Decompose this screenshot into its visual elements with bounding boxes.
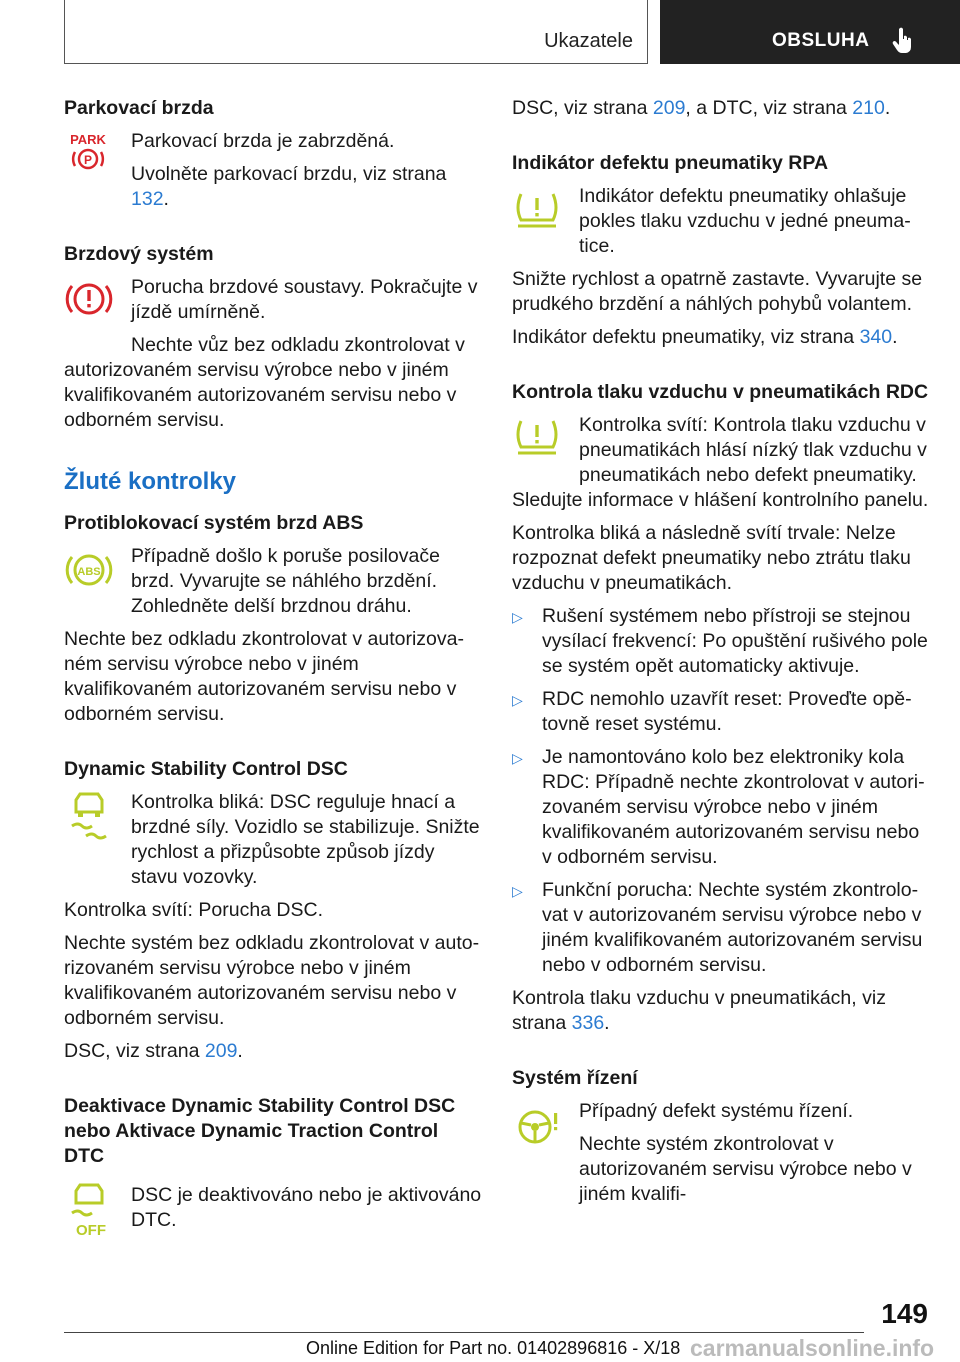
off-icon-text: OFF: [76, 1222, 106, 1239]
abs-block: [64, 544, 482, 619]
triangle-bullet-icon: ▷: [512, 609, 523, 625]
footer-divider: [64, 1332, 864, 1333]
abs-title: Protiblokovací systém brzd ABS: [64, 512, 364, 534]
rdc-text-3: Kontrolka bliká a následně svítí trvale: Nelze rozpoznat defekt pneumatiky nebo ztrátu tlaku vzduchu v pneumatikách.: [512, 522, 911, 594]
rdc-text-2: Sledujte informace v hlášení kontrolního panelu.: [512, 489, 929, 511]
dsc-text-2: Kontrolka svítí: Porucha DSC.: [64, 899, 324, 921]
watermark: carmanualsonline.info: [690, 1335, 935, 1361]
brake-system-text-1: Porucha brzdové soustavy. Pokračujte v jízdě umírněně.: [131, 276, 478, 323]
dsc-block: [64, 790, 482, 890]
parking-brake-title: Parkovací brzda: [64, 97, 214, 119]
triangle-bullet-icon: ▷: [512, 750, 523, 766]
parking-brake-block: [64, 129, 482, 212]
parking-brake-text-1: Parkovací brzda je zabrzděná.: [131, 130, 395, 152]
steering-title: Systém řízení: [512, 1067, 638, 1089]
brake-warning-icon: [64, 277, 114, 326]
park-brake-icon: [64, 131, 112, 176]
steering-block: [512, 1099, 930, 1207]
yellow-lights-heading: Žluté kontrolky: [64, 468, 237, 495]
svg-text:P: P: [83, 153, 93, 167]
header-section-box: [64, 0, 648, 64]
triangle-bullet-icon: ▷: [512, 692, 523, 708]
page-link-209b[interactable]: 209: [652, 97, 686, 119]
rpa-text-3: Indikátor defektu pneumatiky, viz strana 340.: [512, 326, 898, 348]
list-item: ▷ RDC nemohlo uzavřít reset: Proveďte opětovně reset systému.: [512, 688, 912, 735]
abs-text-2: Nechte bez odkladu zkontrolovat v autorizovaném servisu výrobce nebo v jiném kvalifikovaném autorizovaném servisu nebo v odborném servisu.: [64, 628, 464, 725]
tire-pressure-icon: [512, 417, 562, 466]
page-link-210[interactable]: 210: [852, 97, 885, 119]
dsc-deactivation-title: Deaktivace Dynamic Stability Control DSC nebo Aktivace Dynamic Traction Control DTC: [64, 1095, 456, 1167]
list-item: ▷ Funkční porucha: Nechte systém zkontrolovat v autorizovaném servisu výrobce nebo v jiném kvalifikovaném autorizovaném servisu nebo v odborném servisu.: [512, 879, 923, 976]
rdc-text-1: Kontrolka svítí: Kontrola tlaku vzduchu v pneumatikách hlásí nízký tlak vzduchu v pneumatikách nebo defekt pneumatiky.: [579, 414, 927, 486]
rpa-title: Indikátor defektu pneumatiky RPA: [512, 152, 829, 174]
abs-icon: [64, 548, 114, 597]
abs-text-1: Případně došlo k poruše posilovače brzd. Vyvarujte se náhlého brzdění. Zohledněte delší brzdnou dráhu.: [131, 545, 440, 617]
brake-system-title: Brzdový systém: [64, 243, 214, 265]
rpa-text-1: Indikátor defektu pneumatiky ohlašuje pokles tlaku vzduchu v jedné pneumatice.: [579, 185, 911, 257]
triangle-bullet-icon: ▷: [512, 883, 523, 899]
rdc-text-4: Kontrola tlaku vzduchu v pneumatikách, viz strana 336.: [512, 987, 886, 1034]
steering-text-1: Případný defekt systému řízení.: [579, 1100, 854, 1122]
dsc-deactivation-block: [64, 1183, 482, 1239]
header-chapter-box: [660, 0, 960, 64]
dsc-text-3: Nechte systém bez odkladu zkontrolovat v autorizovaném servisu výrobce nebo v jiném kvalifikovaném autorizovaném servisu nebo v odborném servisu.: [64, 932, 480, 1029]
dsc-text-4: DSC, viz strana 209.: [64, 1040, 243, 1062]
page-link-336[interactable]: 336: [571, 1012, 605, 1034]
page-link-132[interactable]: 132: [131, 188, 164, 210]
dsc-title: Dynamic Stability Control DSC: [64, 758, 348, 780]
parking-brake-text-2: Uvolněte parkovací brzdu, viz strana 132.: [131, 163, 447, 210]
right-column: [512, 96, 930, 1207]
section-title: Ukazatele: [544, 30, 633, 52]
steering-wheel-warning-icon: [512, 1105, 562, 1154]
dsc-text-1: Kontrolka bliká: DSC reguluje hnací a brzdné síly. Vozidlo se stabilizuje. Snižte rychlost a přizpůsobte způsob jízdy stavu vozovky.: [131, 791, 480, 888]
page-link-340[interactable]: 340: [859, 326, 893, 348]
dsc-car-skid-icon: [64, 792, 114, 853]
rpa-text-2: Snižte rychlost a opatrně zastavte. Vyvarujte se prudkého brzdění a náhlých pohybů volantem.: [512, 268, 923, 315]
rdc-title: Kontrola tlaku vzduchu v pneumatikách RDC: [512, 381, 929, 403]
brake-system-block: [64, 275, 482, 333]
rpa-block: [512, 184, 930, 259]
abs-icon-text: ABS: [77, 566, 101, 578]
page-number: 149: [881, 1298, 928, 1329]
dsc-off-icon: [64, 1183, 114, 1244]
pointing-hand-icon: [892, 26, 914, 59]
page-link-209[interactable]: 209: [204, 1040, 238, 1062]
brake-system-text-2: Nechte vůz bez odkladu zkontrolovat v autorizovaném servisu výrobce nebo v jiném kvalifikovaném autorizovaném servisu nebo v odborném servisu.: [64, 334, 465, 431]
tire-warning-icon: [512, 190, 562, 239]
steering-text-2: Nechte systém zkontrolovat v autorizovaném servisu výrobce nebo v jiném kvalifi-: [579, 1133, 912, 1205]
list-item: ▷ Je namontováno kolo bez elektroniky kola RDC: Případně nechte zkontrolovat v autorizovaném servisu výrobce nebo v jiném kvalifikovaném autorizovaném servisu nebo v odborném servisu.: [512, 746, 925, 868]
dsc-deactivation-text: DSC je deaktivováno nebo je aktivováno DTC.: [131, 1184, 482, 1231]
chapter-title: OBSLUHA: [772, 30, 870, 51]
dsc-dtc-reference: DSC, viz strana 209, a DTC, viz strana 210.: [512, 97, 891, 119]
edition-text: Online Edition for Part no. 01402896816 - X/18: [306, 1338, 681, 1358]
list-item: ▷ Rušení systémem nebo přístroji se stejnou vysílací frekvencí: Po opuštění rušivého pole se systém opět automaticky aktivuje.: [512, 605, 928, 677]
park-icon-text: PARK: [70, 132, 106, 147]
left-column: [64, 96, 482, 1239]
rdc-block: [512, 413, 930, 488]
